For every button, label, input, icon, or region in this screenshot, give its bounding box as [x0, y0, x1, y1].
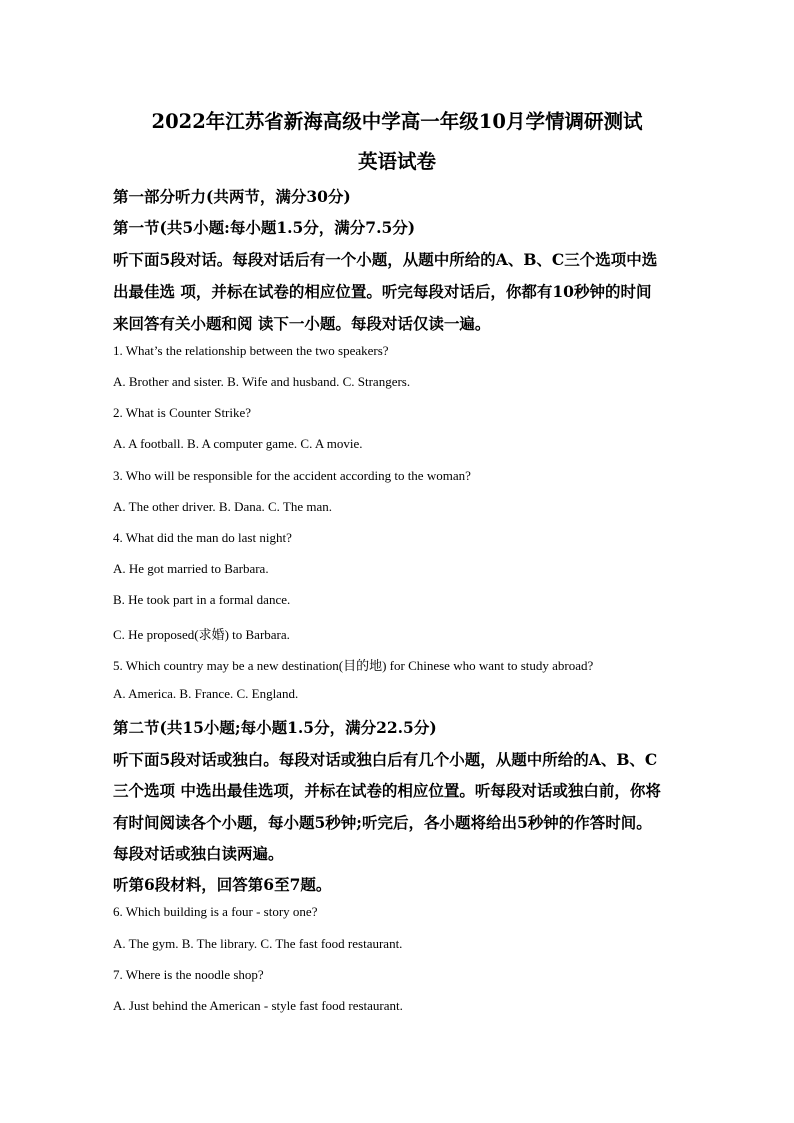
part-heading: 第一部分听力(共两节，满分30分): [113, 187, 351, 206]
question-1-options: A. Brother and sister. B. Wife and husband. C. Strangers.: [113, 374, 411, 389]
question-2-options: A. A football. B. A computer game. C. A movie.: [113, 436, 363, 451]
question-6-options: A. The gym. B. The library. C. The fast food restaurant.: [113, 936, 403, 951]
exam-title: 2022年江苏省新海高级中学高一年级10月学情调研测试: [151, 110, 643, 133]
section2-instruction-line: 有时间阅读各个小题，每小题5秒钟;听完后，各小题将给出5秒钟的作答时间。: [113, 813, 652, 832]
question-6: 6. Which building is a four - story one?: [113, 904, 318, 919]
question-4: 4. What did the man do last night?: [113, 530, 292, 545]
section2-instruction-line: 听下面5段对话或独白。每段对话或独白后有几个小题，从题中所给的A、B、C: [113, 750, 658, 769]
question-5: 5. Which country may be a new destination(目的地) for Chinese who want to study abroad?: [113, 658, 594, 673]
section1-heading: 第一节(共5小题:每小题1.5分，满分7.5分): [113, 218, 416, 237]
section1-instruction-line: 来回答有关小题和阅 读下一小题。每段对话仅读一遍。: [113, 314, 491, 333]
section2-heading: 第二节(共15小题;每小题1.5分，满分22.5分): [113, 718, 437, 737]
question-5-options: A. America. B. France. C. England.: [113, 686, 299, 701]
question-4-option-b: B. He took part in a formal dance.: [113, 592, 291, 607]
section1-instruction-line: 出最佳选 项，并标在试卷的相应位置。听完每段对话后，你都有10秒钟的时间: [113, 282, 652, 301]
section1-instruction-line: 听下面5段对话。每段对话后有一个小题，从题中所给的A、B、C三个选项中选: [113, 250, 658, 269]
question-1: 1. What’s the relationship between the two speakers?: [113, 343, 389, 358]
exam-subtitle: 英语试卷: [357, 150, 436, 173]
question-3: 3. Who will be responsible for the accident according to the woman?: [113, 468, 471, 483]
question-4-option-a: A. He got married to Barbara.: [113, 561, 269, 576]
section2-instruction-line: 三个选项 中选出最佳选项，并标在试卷的相应位置。听每段对话或独白前，你将: [113, 781, 661, 800]
section2-instruction-line: 每段对话或独白读两遍。: [113, 844, 284, 863]
question-3-options: A. The other driver. B. Dana. C. The man.: [113, 499, 333, 514]
question-7-option-a: A. Just behind the American - style fast food restaurant.: [113, 998, 403, 1013]
question-4-option-c: C. He proposed(求婚) to Barbara.: [113, 627, 290, 642]
question-2: 2. What is Counter Strike?: [113, 405, 252, 420]
material-heading: 听第6段材料，回答第6至7题。: [113, 875, 332, 894]
question-7: 7. Where is the noodle shop?: [113, 967, 264, 982]
